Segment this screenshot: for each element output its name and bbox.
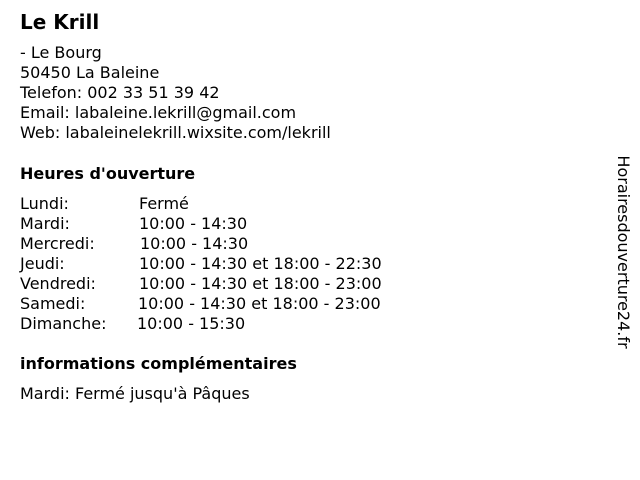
address-line-2: 50450 La Baleine bbox=[20, 63, 160, 82]
day-label: Samedi: bbox=[20, 294, 86, 313]
day-label: Lundi: bbox=[20, 194, 69, 213]
hours-value: 10:00 - 14:30 et 18:00 - 23:00 bbox=[138, 294, 381, 313]
additional-info-heading: informations complémentaires bbox=[20, 354, 297, 373]
hours-value: 10:00 - 14:30 et 18:00 - 23:00 bbox=[139, 274, 382, 293]
opening-hours-heading: Heures d'ouverture bbox=[20, 164, 196, 183]
address-block bbox=[20, 43, 331, 143]
address-line-1: - Le Bourg bbox=[20, 43, 102, 62]
day-label: Jeudi: bbox=[20, 254, 65, 273]
web-text: Web: labaleinelekrill.wixsite.com/lekrill bbox=[20, 123, 331, 142]
additional-info-note: Mardi: Fermé jusqu'à Pâques bbox=[20, 384, 250, 403]
phone-text: Telefon: 002 33 51 39 42 bbox=[20, 83, 220, 102]
day-label: Vendredi: bbox=[20, 274, 96, 293]
hours-value: Fermé bbox=[139, 194, 189, 213]
day-label: Mercredi: bbox=[20, 234, 95, 253]
day-label: Dimanche: bbox=[20, 314, 107, 333]
hours-value: 10:00 - 15:30 bbox=[137, 314, 246, 333]
hours-value: 10:00 - 14:30 bbox=[140, 234, 249, 253]
hours-value: 10:00 - 14:30 bbox=[139, 214, 248, 233]
email-text: Email: labaleine.lekrill@gmail.com bbox=[20, 103, 297, 122]
day-label: Mardi: bbox=[20, 214, 70, 233]
hours-value: 10:00 - 14:30 et 18:00 - 22:30 bbox=[139, 254, 382, 273]
source-watermark: Horairesdouverture24.fr bbox=[614, 155, 633, 349]
business-name: Le Krill bbox=[20, 10, 100, 34]
